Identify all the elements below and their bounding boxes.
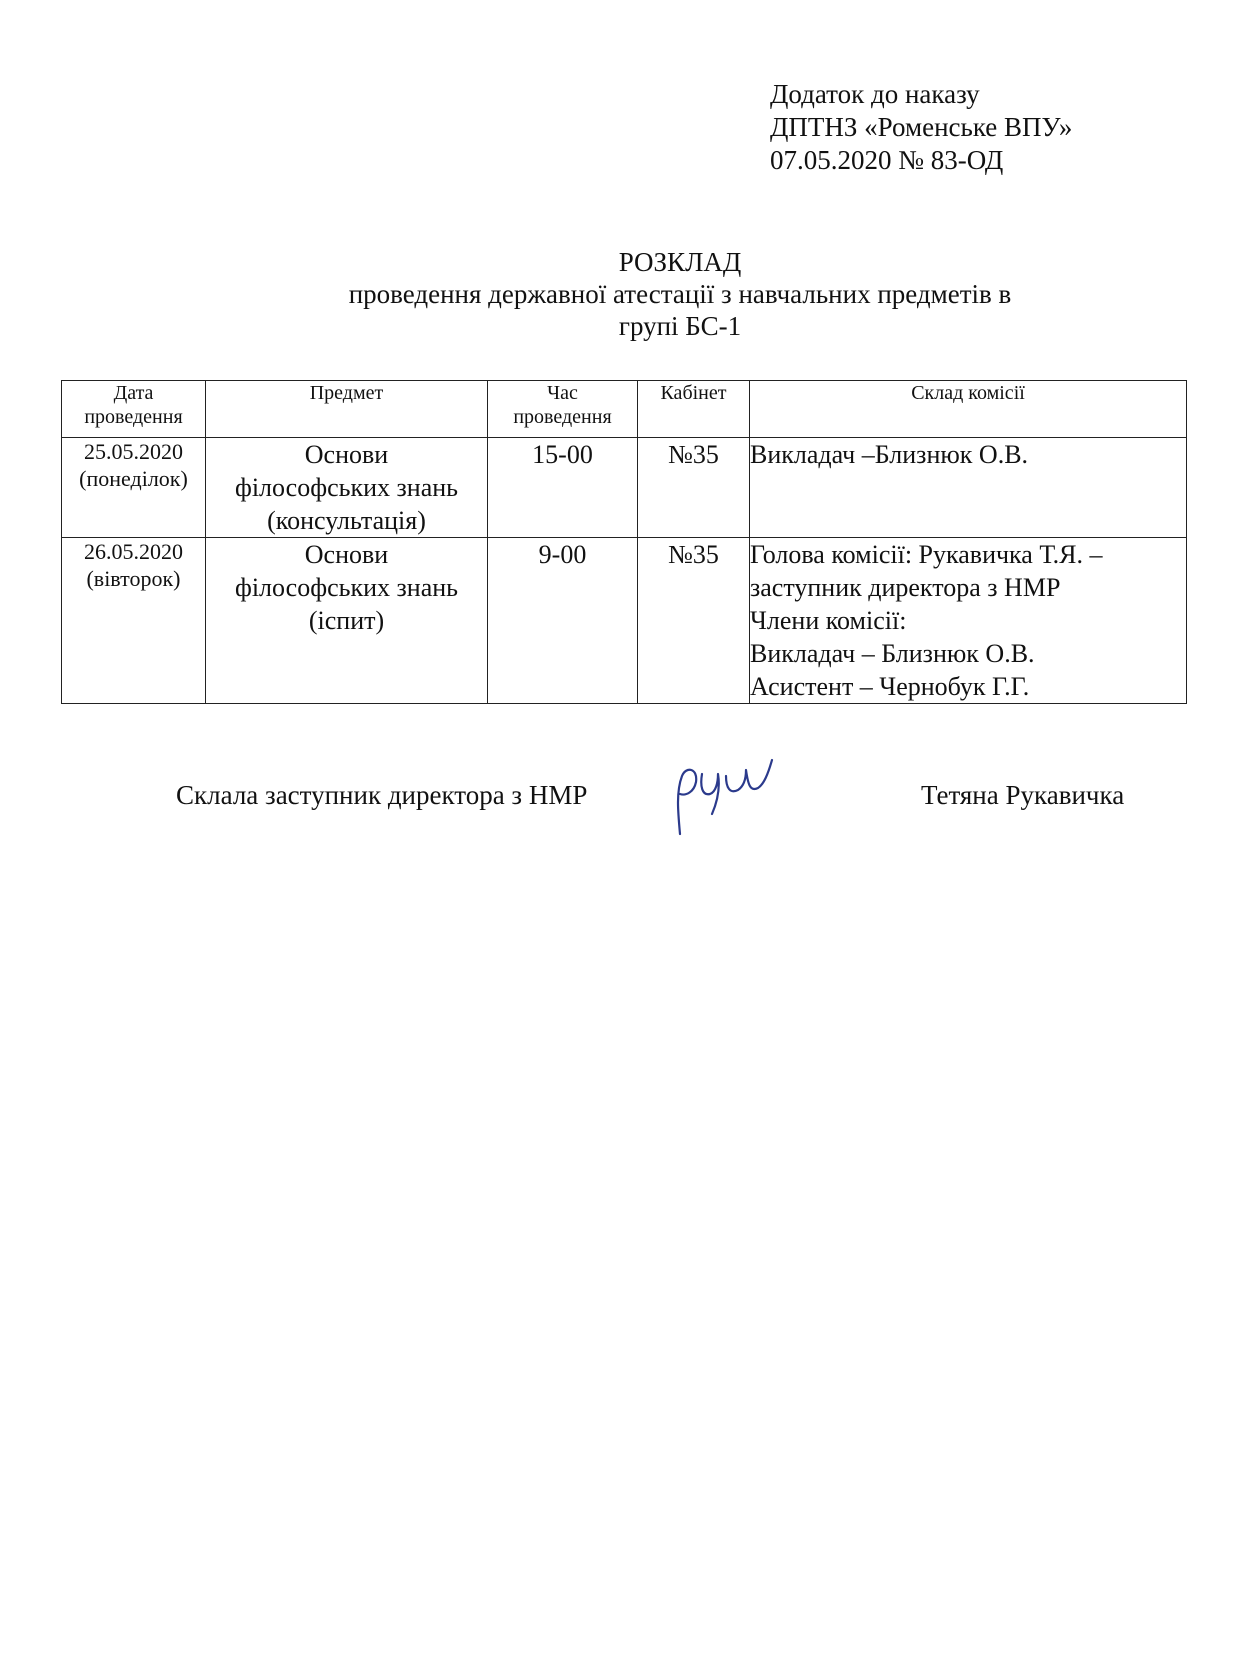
cell-room: №35 — [638, 538, 750, 704]
header-subject: Предмет — [206, 381, 488, 438]
addendum-line: 07.05.2020 № 83-ОД — [770, 145, 1004, 175]
addendum-line: Додаток до наказу — [770, 79, 980, 109]
document-heading — [0, 246, 1248, 342]
schedule-table — [61, 380, 1187, 704]
document-title: РОЗКЛАД — [618, 247, 742, 277]
header-time: Час проведення — [488, 381, 638, 438]
addendum-line: ДПТНЗ «Роменське ВПУ» — [770, 112, 1073, 142]
header-room: Кабінет — [638, 381, 750, 438]
cell-date: 26.05.2020 (вівторок) — [62, 538, 206, 704]
addendum-note — [770, 78, 1072, 177]
cell-subject: Основи філософських знань (іспит) — [206, 538, 488, 704]
cell-commission: Голова комісії: Рукавичка Т.Я. – заступник директора з НМР Члени комісії: Викладач – Близнюк О.В. Асистент – Чернобук Г.Г. — [750, 538, 1187, 704]
document-subtitle: групі БС-1 — [618, 311, 742, 341]
signer-name: Тетяна Рукавичка — [921, 780, 1125, 810]
compiled-by-text: Склала заступник директора з НМР — [176, 780, 588, 810]
header-commission: Склад комісії — [750, 381, 1187, 438]
cell-time: 15-00 — [488, 438, 638, 538]
table-header-row — [62, 381, 1187, 438]
document-subtitle: проведення державної атестації з навчальних предметів в — [348, 279, 1012, 309]
table-row — [62, 538, 1187, 704]
cell-time: 9-00 — [488, 538, 638, 704]
cell-commission: Викладач –Близнюк О.В. — [750, 438, 1187, 538]
header-date: Дата проведення — [62, 381, 206, 438]
cell-room: №35 — [638, 438, 750, 538]
table-row — [62, 438, 1187, 538]
cell-subject: Основи філософських знань (консультація) — [206, 438, 488, 538]
cell-date: 25.05.2020 (понеділок) — [62, 438, 206, 538]
handwritten-signature — [668, 752, 788, 842]
